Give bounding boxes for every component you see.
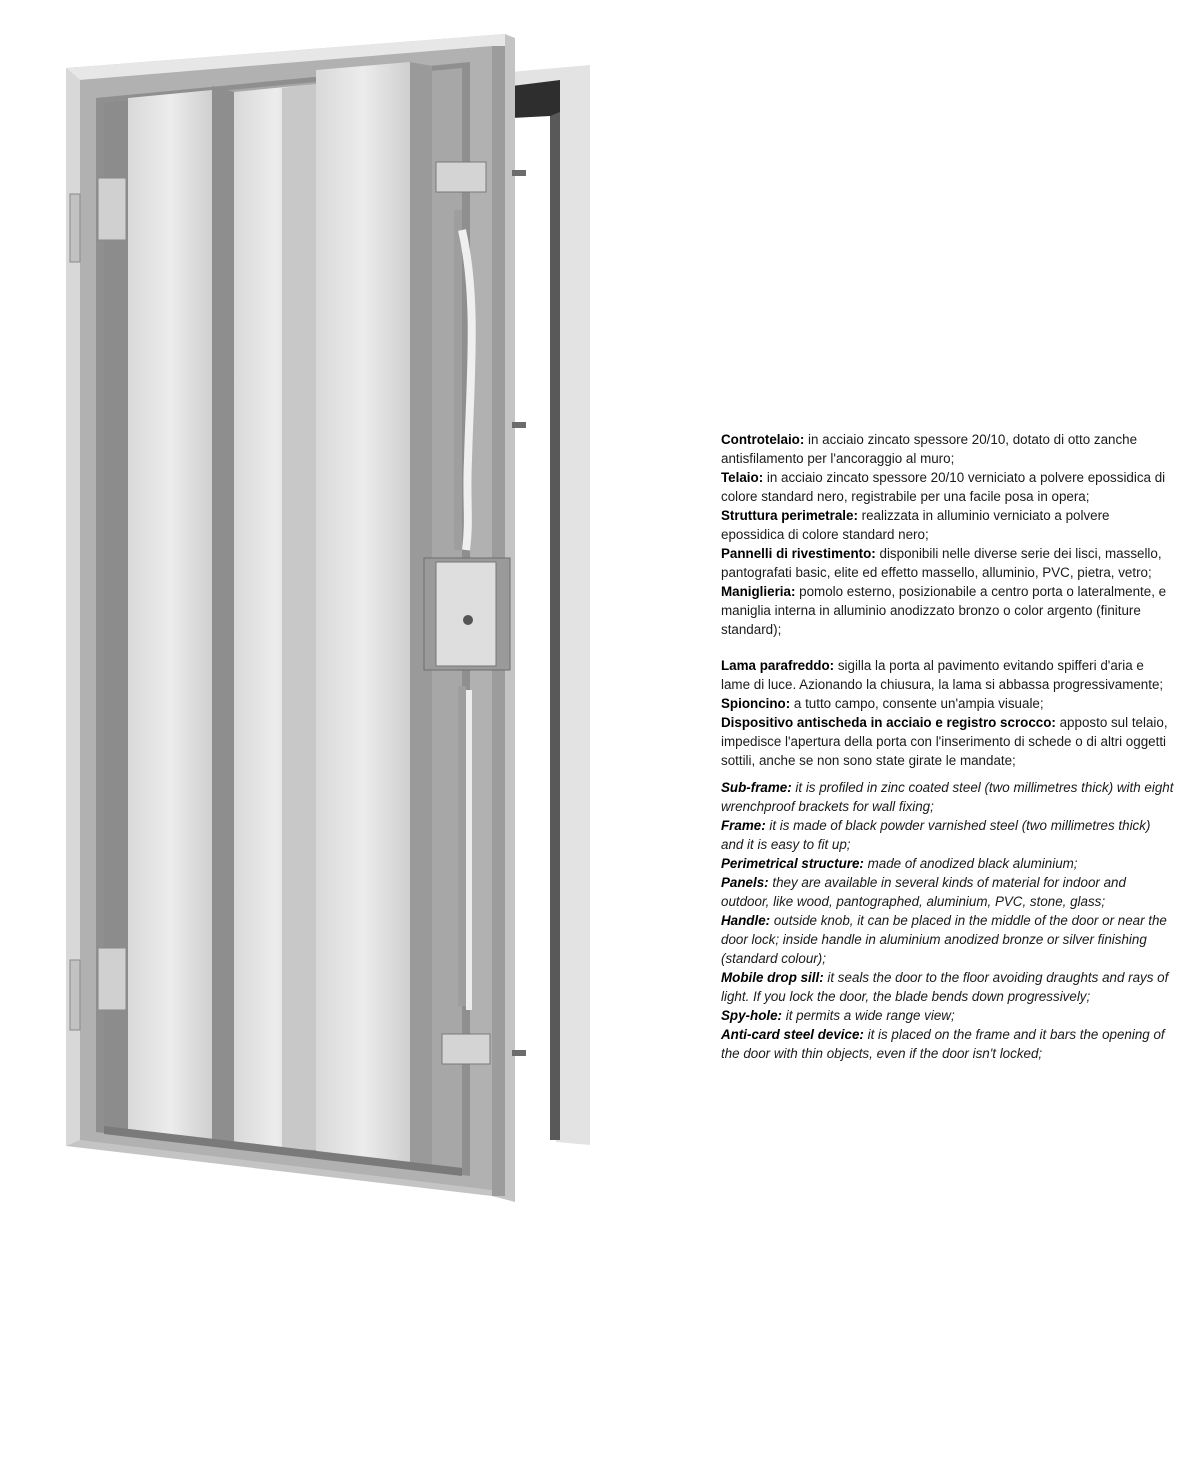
spec-item: Telaio: in acciaio zincato spessore 20/10 verniciato a polvere epossidica di colore standard nero, registrabile per una facile posa in opera; bbox=[721, 470, 1166, 504]
spec-item: Panels: they are available in several kinds of material for indoor and outdoor, like wood, pantographed, aluminium, PVC, stone, glass; bbox=[721, 875, 1126, 909]
door-leaf bbox=[96, 62, 470, 1176]
spec-item: Frame: it is made of black powder varnished steel (two millimetres thick) and it is easy to fit up; bbox=[721, 818, 1151, 852]
spec-item: Pannelli di rivestimento: disponibili nelle diverse serie dei lisci, massello, pantografati basic, elite ed effetto massello, alluminio, PVC, pietra, vetro; bbox=[721, 546, 1162, 580]
spacer bbox=[721, 770, 1176, 778]
spec-item: Spioncino: a tutto campo, consente un'ampia visuale; bbox=[721, 696, 1044, 711]
spec-item: Maniglieria: pomolo esterno, posizionabile a centro porta o lateralmente, e maniglia interna in alluminio anodizzato bronzo o color argento (finiture standard); bbox=[721, 584, 1167, 637]
spacer bbox=[721, 639, 1176, 656]
spec-item: Controtelaio: in acciaio zincato spessore 20/10, dotato di otto zanche antisfilamento per l'ancoraggio al muro; bbox=[721, 432, 1138, 466]
spec-item: Anti-card steel device: it is placed on the frame and it bars the opening of the door with thin objects, even if the door isn't locked; bbox=[721, 1027, 1165, 1061]
rear-frame bbox=[510, 65, 590, 1145]
spec-item: Handle: outside knob, it can be placed in the middle of the door or near the door lock; inside handle in aluminium anodized bronze or silver finishing (standard colour); bbox=[721, 913, 1167, 966]
spec-item: Mobile drop sill: it seals the door to the floor avoiding draughts and rays of light. If you lock the door, the blade bends down progressively; bbox=[721, 970, 1169, 1004]
spec-item: Spy-hole: it permits a wide range view; bbox=[721, 1008, 955, 1023]
spec-item: Dispositivo antischeda in acciaio e registro scrocco: apposto sul telaio, impedisce l'apertura della porta con l'inserimento di schede o di altri oggetti sottili, anche se non sono state girate le mandate; bbox=[721, 715, 1168, 768]
spec-item: Perimetrical structure: made of anodized black aluminium; bbox=[721, 856, 1078, 871]
english-specs bbox=[721, 778, 1176, 1063]
italian-specs bbox=[721, 430, 1176, 770]
specifications-text bbox=[721, 430, 1176, 1063]
spec-item: Struttura perimetrale: realizzata in alluminio verniciato a polvere epossidica di colore standard nero; bbox=[721, 508, 1110, 542]
security-door-illustration bbox=[0, 0, 640, 1220]
spec-item: Lama parafreddo: sigilla la porta al pavimento evitando spifferi d'aria e lame di luce. Azionando la chiusura, la lama si abbassa progressivamente; bbox=[721, 658, 1164, 692]
spec-item: Sub-frame: it is profiled in zinc coated steel (two millimetres thick) with eight wrenchproof brackets for wall fixing; bbox=[721, 780, 1174, 814]
